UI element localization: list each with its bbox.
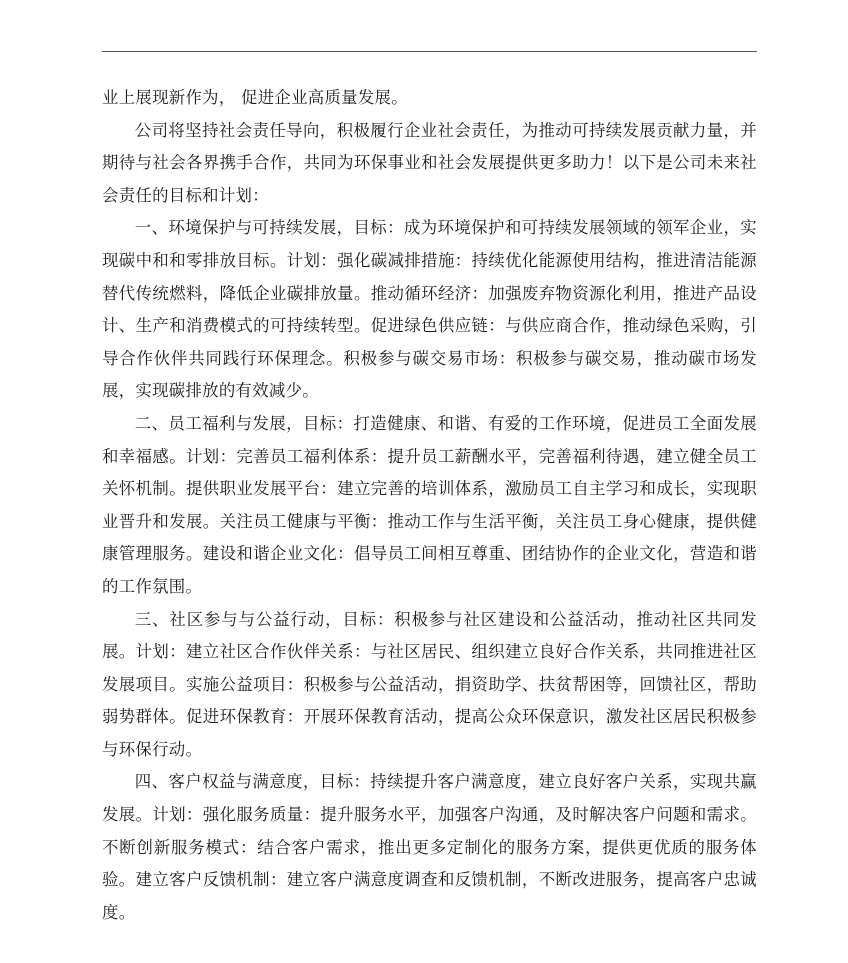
paragraph-continuation: 业上展现新作为， 促进企业高质量发展。 — [102, 88, 408, 107]
paragraph-intro: 公司将坚持社会责任导向，积极履行企业社会责任，为推动可持续发展贡献力量，并期待与社会各界携手合作，共同为环保事业和社会发展提供更多助力！以下是公司未来社会责任的目标和计划： — [102, 120, 757, 205]
document-body — [102, 82, 757, 929]
paragraph-employee: 二、员工福利与发展，目标：打造健康、和谐、有爱的工作环境，促进员工全面发展和幸福感。计划：完善员工福利体系：提升员工薪酬水平，完善福利待遇，建立健全员工关怀机制。提供职业发展平台：建立完善的培训体系，激励员工自主学习和成长，实现职业晋升和发展。关注员工健康与平衡：推动工作与生活平衡，关注员工身心健康，提供健康管理服务。建设和谐企业文化：倡导员工间相互尊重、团结协作的企业文化，营造和谐的工作氛围。 — [102, 413, 757, 596]
paragraph-customer: 四、客户权益与满意度，目标：持续提升客户满意度，建立良好客户关系，实现共赢发展。计划：强化服务质量：提升服务水平，加强客户沟通，及时解决客户问题和需求。不断创新服务模式：结合客户需求，推出更多定制化的服务方案，提供更优质的服务体验。建立客户反馈机制：建立客户满意度调查和反馈机制，不断改进服务，提高客户忠诚度。 — [102, 772, 757, 922]
paragraph-community: 三、社区参与与公益行动，目标：积极参与社区建设和公益活动，推动社区共同发展。计划：建立社区合作伙伴关系：与社区居民、组织建立良好合作关系，共同推进社区发展项目。实施公益项目：积极参与公益活动，捐资助学、扶贫帮困等，回馈社区，帮助弱势群体。促进环保教育：开展环保教育活动，提高公众环保意识，激发社区居民积极参与环保行动。 — [102, 609, 757, 759]
header-rule — [102, 51, 757, 52]
paragraph-environment: 一、环境保护与可持续发展，目标：成为环境保护和可持续发展领域的领军企业，实现碳中和和零排放目标。计划：强化碳减排措施：持续优化能源使用结构，推进清洁能源替代传统燃料，降低企业碳排放量。推动循环经济：加强废弃物资源化利用，推进产品设计、生产和消费模式的可持续转型。促进绿色供应链：与供应商合作，推动绿色采购，引导合作伙伴共同践行环保理念。积极参与碳交易市场：积极参与碳交易，推动碳市场发展，实现碳排放的有效减少。 — [102, 218, 757, 401]
